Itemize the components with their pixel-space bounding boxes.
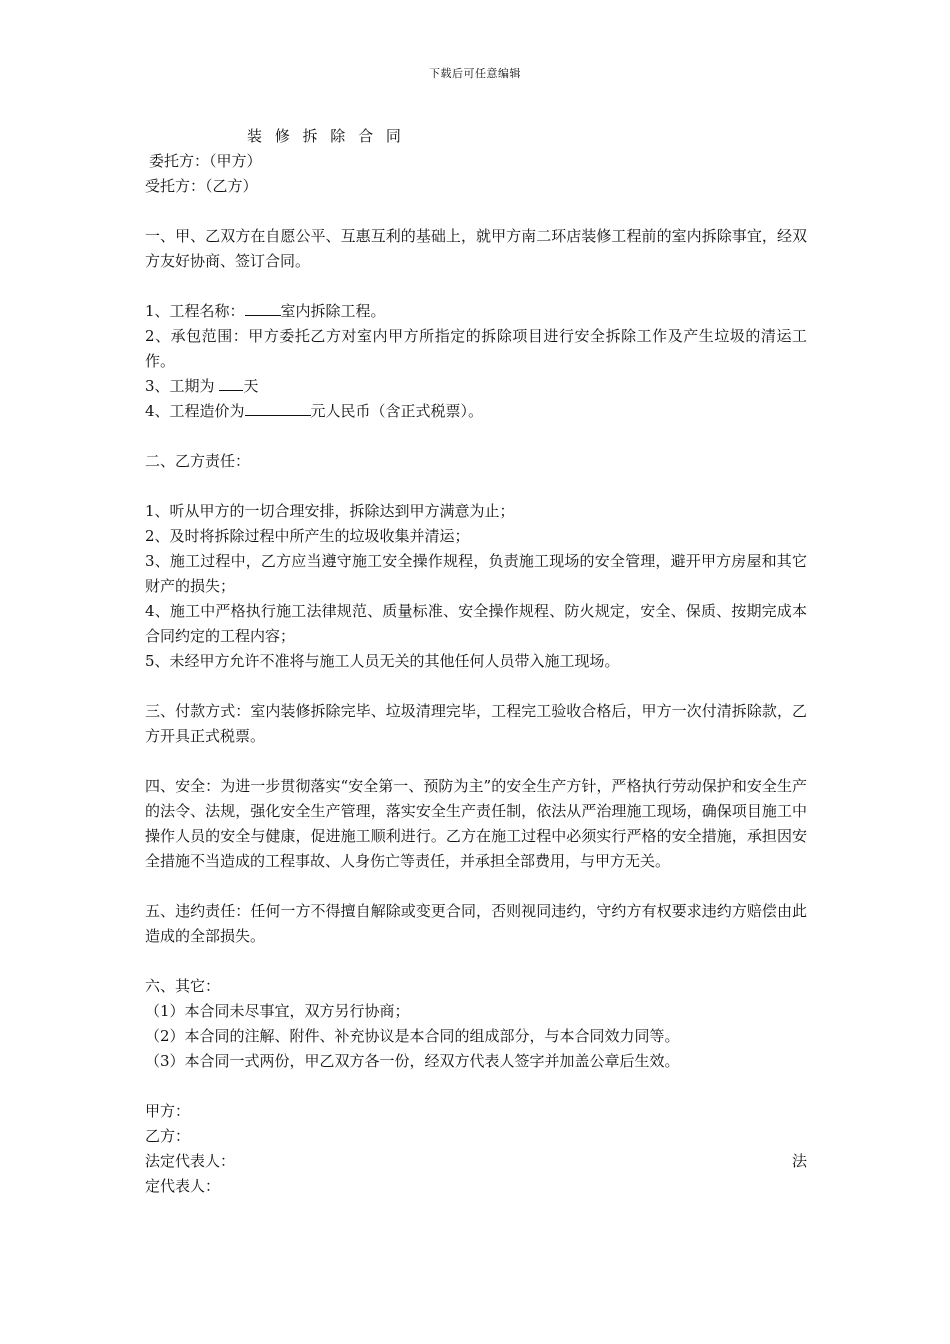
spacer [145,274,807,299]
legal-rep-row [145,1149,807,1174]
spacer [145,1074,807,1099]
item1-suffix: 室内拆除工程。 [280,302,386,320]
section6-item-1: （1）本合同未尽事宜，双方另行协商； [145,1002,410,1020]
price-blank [245,400,311,416]
contractor-line: 受托方：（乙方） [145,177,258,195]
section6-item-3: （3）本合同一式两份，甲乙双方各一份，经双方代表人签字并加盖公章后生效。 [145,1052,680,1070]
section1-item3 [145,374,807,399]
spacer [145,874,807,899]
spacer [145,474,807,499]
section1-item2: 2、承包范围：甲方委托乙方对室内甲方所指定的拆除项目进行安全拆除工作及产生垃圾的清运工作。 [145,327,807,370]
section6-item-2: （2）本合同的注解、附件、补充协议是本合同的组成部分，与本合同效力同等。 [145,1027,680,1045]
section4-safety: 四、安全：为进一步贯彻落实“安全第一、预防为主”的安全生产方针，严格执行劳动保护和安全生产的法令、法规，强化安全生产管理，落实安全生产责任制，依法从严治理施工现场，确保项目施工中操作人员的安全与健康，促进施工顺利进行。乙方在施工过程中必须实行严格的安全措施，承担因安全措施不当造成的工程事故、人身伤亡等责任，并承担全部费用，与甲方无关。 [145,777,807,870]
item3-suffix: 天 [243,377,259,395]
item4-suffix: 元人民币（含正式税票）。 [310,402,484,420]
section1-item4 [145,399,807,424]
item3-prefix: 3、工期为 [145,377,220,395]
section2-item-4: 4、施工中严格执行施工法律规范、质量标准、安全操作规程、防火规定，安全、保质、按期完成本合同约定的工程内容； [145,602,807,645]
legal-rep-right-start: 法 [791,1152,807,1170]
section5-liability: 五、违约责任：任何一方不得擅自解除或变更合同，否则视同违约，守约方有权要求违约方赔偿由此造成的全部损失。 [145,902,807,945]
legal-rep-left: 法定代表人： [145,1152,236,1170]
item4-prefix: 4、工程造价为 [145,402,245,420]
spacer [145,424,807,449]
signature-party-b: 乙方： [145,1127,191,1145]
section2-item-1: 1、听从甲方的一切合理安排，拆除达到甲方满意为止； [145,502,515,520]
section2-item-2: 2、及时将拆除过程中所产生的垃圾收集并清运； [145,527,470,545]
duration-blank [219,375,243,391]
client-line: 委托方：（甲方） [149,152,262,170]
item1-prefix: 1、工程名称： [145,302,245,320]
signature-party-a: 甲方： [145,1102,191,1120]
section3-payment: 三、付款方式：室内装修拆除完毕、垃圾清理完毕，工程完工验收合格后，甲方一次付清拆除款，乙方开具正式税票。 [145,702,807,745]
legal-rep-right-end: 定代表人： [145,1177,221,1195]
section2-heading: 二、乙方责任： [145,452,251,470]
project-name-blank [245,300,281,316]
spacer [145,674,807,699]
spacer [145,949,807,974]
contract-body [145,124,807,1199]
contract-title: 装 修 拆 除 合 同 [247,127,405,145]
spacer [145,749,807,774]
section2-item-3: 3、施工过程中，乙方应当遵守施工安全操作规程，负责施工现场的安全管理，避开甲方房屋和其它财产的损失； [145,552,807,595]
section2-item-5: 5、未经甲方允许不准将与施工人员无关的其他任何人员带入施工现场。 [145,652,620,670]
section1-intro: 一、甲、乙双方在自愿公平、互惠互利的基础上，就甲方南二环店装修工程前的室内拆除事宜，经双方友好协商、签订合同。 [145,227,807,270]
section6-heading: 六、其它： [145,977,221,995]
header-note: 下载后可任意编辑 [429,67,521,80]
spacer [145,199,807,224]
section1-item1 [145,299,807,324]
